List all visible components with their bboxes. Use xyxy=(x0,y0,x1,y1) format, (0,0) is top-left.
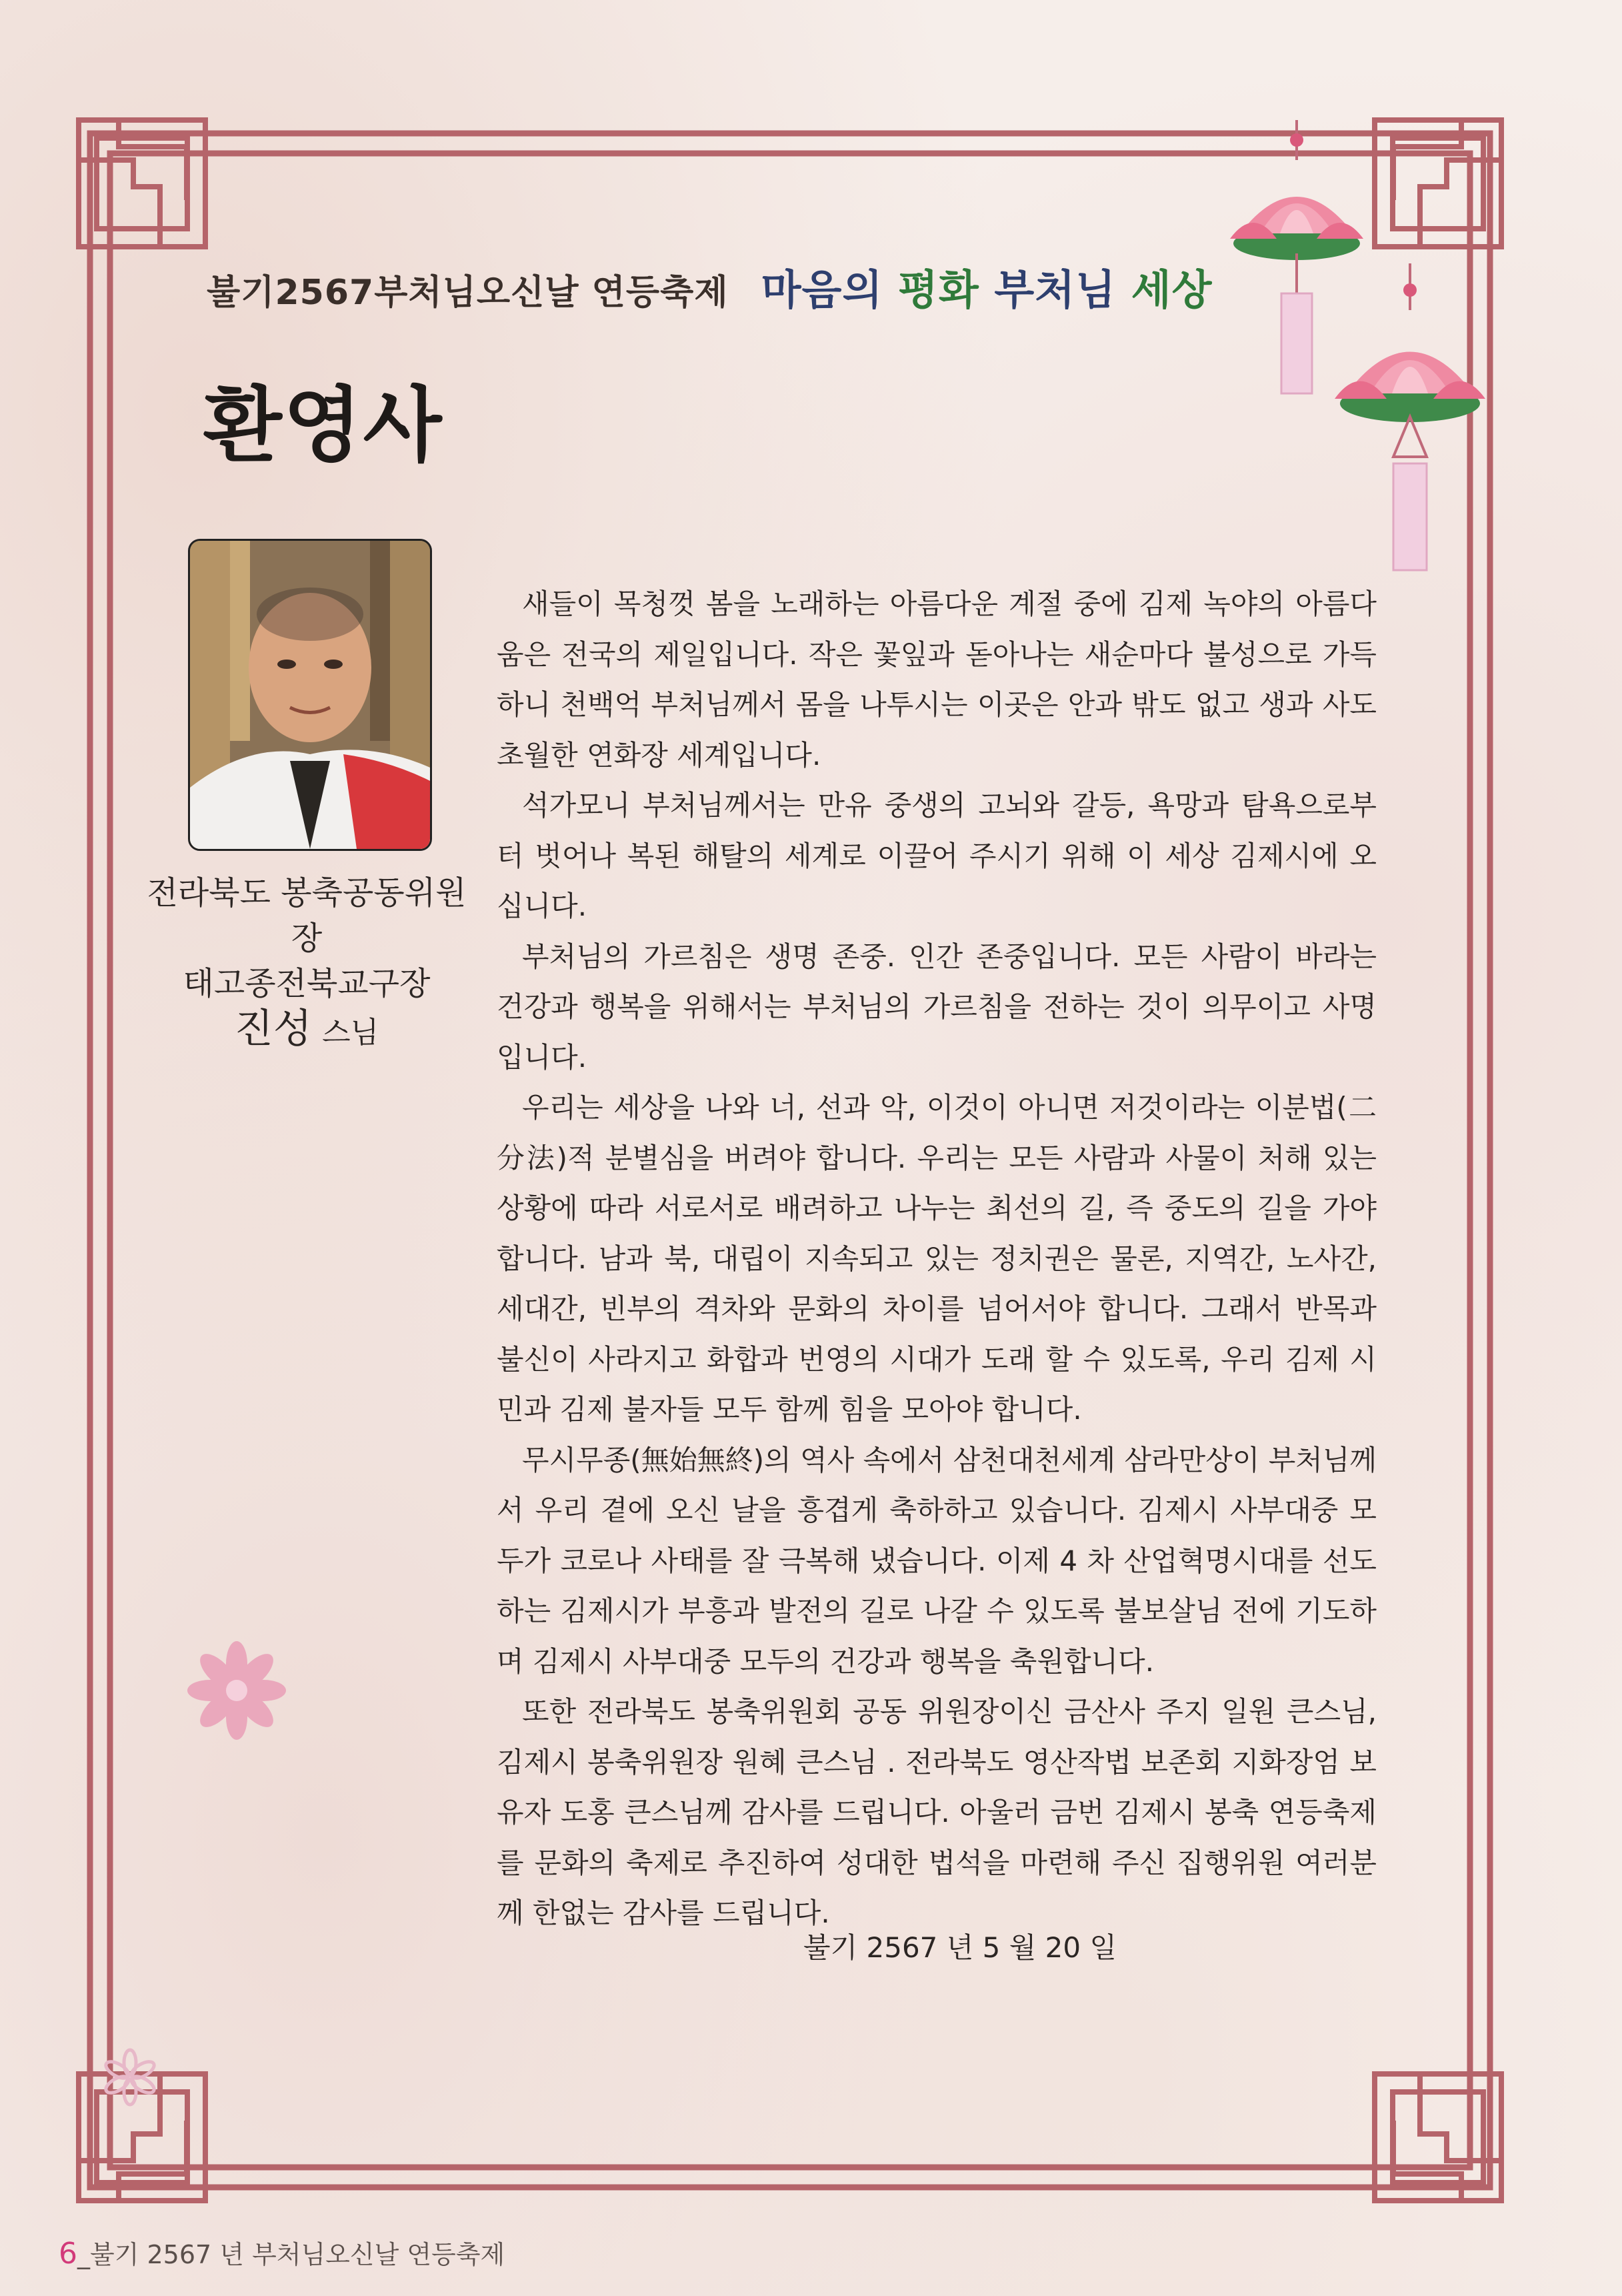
slogan xyxy=(761,265,1213,314)
author-name-line xyxy=(140,1006,473,1056)
event-title: 불기2567부처님오신날 연등축제 xyxy=(207,273,729,313)
flower-icon-small xyxy=(100,2047,160,2107)
corner-ornament-top-right xyxy=(1375,120,1501,247)
paragraph: 부처님의 가르침은 생명 존중. 인간 존중입니다. 모든 사람이 바라는 건강과 행복을 위해서는 부처님의 가르침을 전하는 것이 의무이고 사명입니다. xyxy=(497,940,1377,1074)
corner-ornament-top-left xyxy=(79,120,205,247)
paragraph: 우리는 세상을 나와 너, 선과 악, 이것이 아니면 저것이라는 이분법(二分法)적 분별심을 버려야 합니다. 우리는 모든 사람과 사물이 처해 있는 상황에 따라 서로서로 배려하고 나누는 최선의 길, 즉 중도의 길을 가야 합니다. 남과 북, 대립이 지속되고 있는 정치권은 물론, 지역간, 노사간, 세대간, 빈부의 격차와 문화의 차이를 넘어서야 합니다. 그래서 반목과 불신이 사라지고 화합과 번영의 시대가 도래 할 수 있도록, 우리 김제 시민과 김제 불자들 모두 함께 힘을 모아야 합니다. xyxy=(497,1091,1377,1426)
event-header xyxy=(207,257,1212,316)
paragraph: 석가모니 부처님께서는 만유 중생의 고뇌와 갈등, 욕망과 탐욕으로부터 벗어나 복된 해탈의 세계로 이끌어 주시기 위해 이 세상 김제시에 오십니다. xyxy=(497,789,1377,922)
speech-body xyxy=(497,579,1377,1939)
page-number: 6 xyxy=(59,2237,77,2271)
slogan-part2: 평화 xyxy=(898,265,979,314)
lotus-lantern-icon-2 xyxy=(1320,263,1500,577)
author-suffix: 스님 xyxy=(322,1016,379,1050)
corner-ornament-bottom-right xyxy=(1375,2074,1501,2201)
author-name: 진성 xyxy=(234,1006,312,1052)
paragraph: 무시무종(無始無終)의 역사 속에서 삼천대천세계 삼라만상이 부처님께서 우리 곁에 오신 날을 흥겹게 축하하고 있습니다. 김제시 사부대중 모두가 코로나 사태를 잘 극복해 냈습니다. 이제 4 차 산업혁명시대를 선도하는 김제시가 부흥과 발전의 길로 나갈 수 있도록 불보살님 전에 기도하며 김제시 사부대중 모두의 건강과 행복을 축원합니다. xyxy=(497,1443,1377,1678)
paragraph: 또한 전라북도 봉축위원회 공동 위원장이신 금산사 주지 일원 큰스님, 김제시 봉축위원장 원혜 큰스님 . 전라북도 영산작법 보존회 지화장엄 보유자 도홍 큰스님께 감사를 드립니다. 아울러 금번 김제시 봉축 연등축제를 문화의 축제로 추진하여 성대한 법석을 마련해 주신 집행위원 여러분께 한없는 감사를 드립니다. xyxy=(497,1695,1377,1929)
author-caption xyxy=(140,870,473,1056)
author-photo xyxy=(188,539,432,851)
author-title-2: 태고종전북교구장 xyxy=(183,965,431,1002)
slogan-part3: 부처님 xyxy=(994,265,1117,314)
slogan-part4: 세상 xyxy=(1131,265,1213,314)
speech-date: 불기 2567 년 5 월 20 일 xyxy=(803,1931,1117,1964)
page-title: 환영사 xyxy=(203,378,443,473)
footer-text: _불기 2567 년 부처님오신날 연등축제 xyxy=(77,2240,505,2269)
page-footer xyxy=(59,2234,505,2271)
slogan-part1: 마음의 xyxy=(761,265,883,314)
author-title-1: 전라북도 봉축공동위원장 xyxy=(147,874,467,957)
flower-icon xyxy=(187,1640,287,1741)
paragraph: 새들이 목청껏 봄을 노래하는 아름다운 계절 중에 김제 녹야의 아름다움은 전국의 제일입니다. 작은 꽃잎과 돋아나는 새순마다 불성으로 가득하니 천백억 부처님께서 몸을 나투시는 이곳은 안과 밖도 없고 생과 사도 초월한 연화장 세계입니다. xyxy=(497,588,1377,772)
